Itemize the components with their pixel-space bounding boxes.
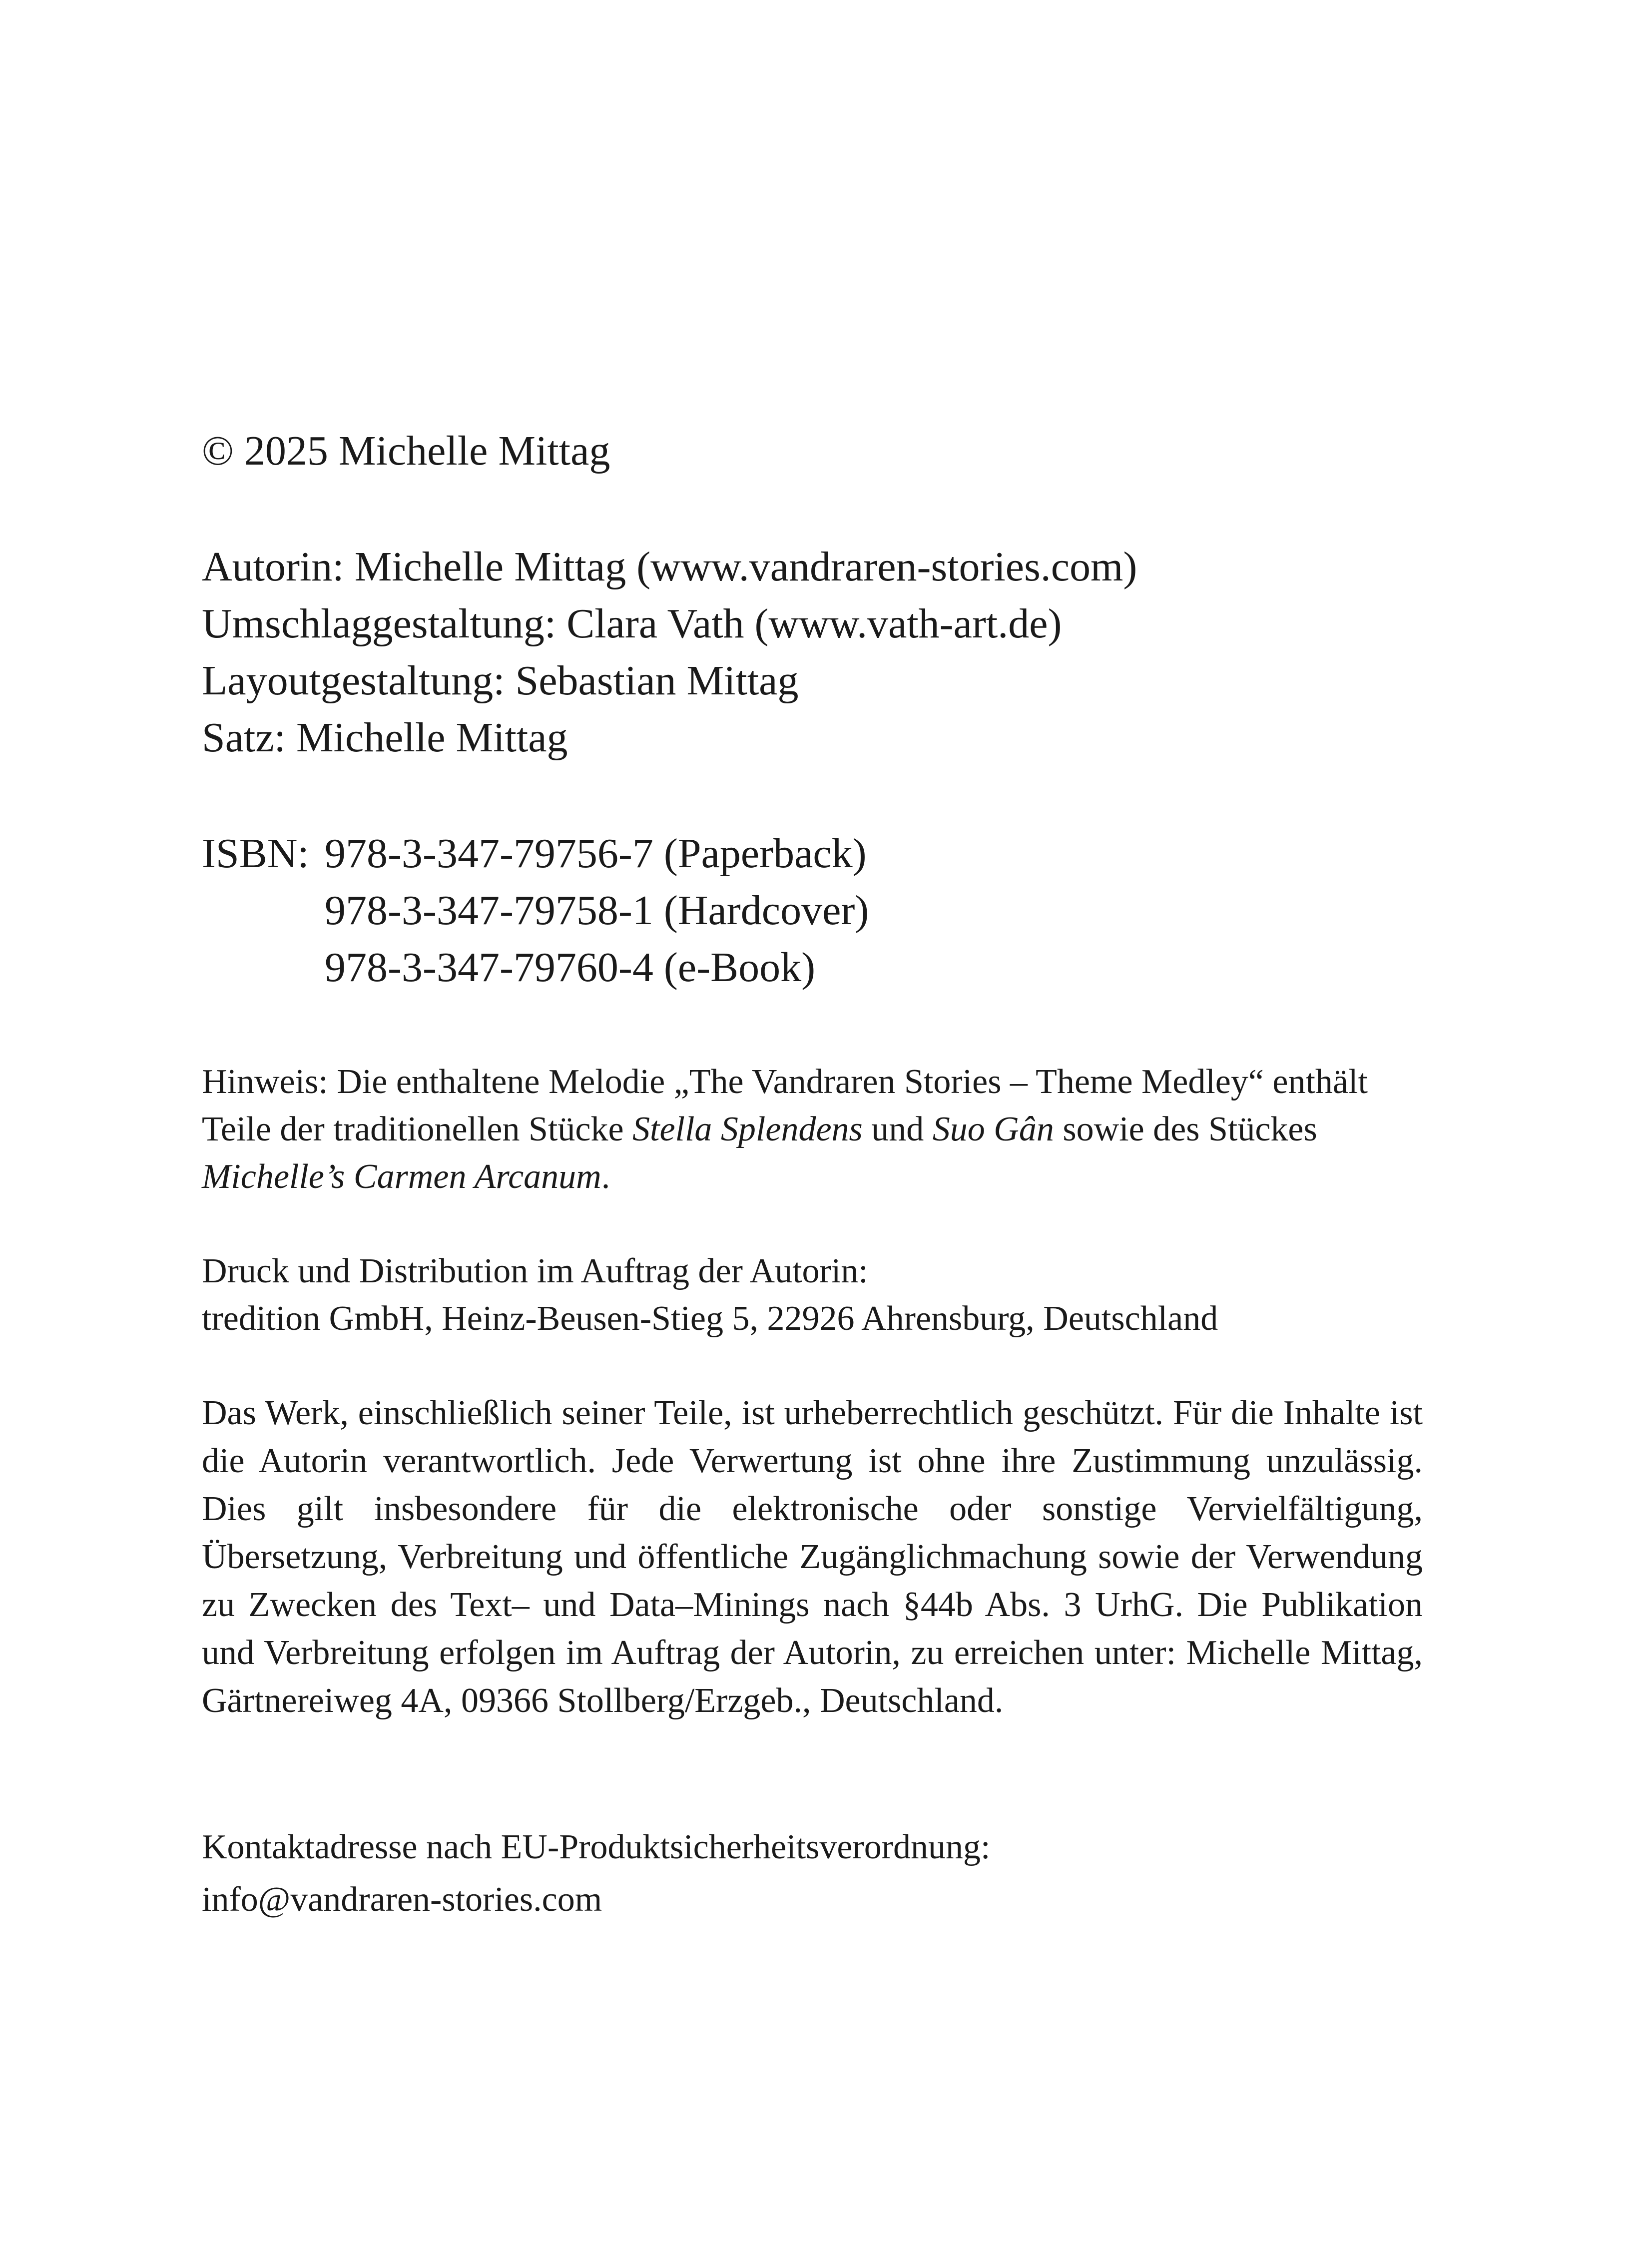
isbn-hardcover: 978-3-347-79758-1 (Hardcover)	[325, 887, 869, 934]
melody-notice-text-3: sowie des Stückes	[1054, 1110, 1317, 1148]
credit-cover-design: Umschlaggestaltung: Clara Vath (www.vath-art.de)	[202, 600, 1062, 647]
contact-label: Kontaktadresse nach EU-Produktsicherheitsverordnung:	[202, 1828, 991, 1866]
melody-title-carmen-arcanum: Michelle’s Carmen Arcanum	[202, 1157, 601, 1196]
melody-notice-text-4: .	[601, 1157, 610, 1196]
melody-title-suo-gan: Suo Gân	[932, 1110, 1054, 1148]
legal-text: Das Werk, einschließlich seiner Teile, ist urheberrechtlich geschützt. Für die Inhalte ist die Autorin verantwortlich. Jede Verwertung ist ohne ihre Zustimmung unzulässig. Dies gilt insbesondere für die elektronische oder sonstige Vervielfältigung, Übersetzung, Verbreitung und öffentliche Zugänglichmachung sowie der Verwendung zu Zwecken des Text– und Data–Minings nach §44b Abs. 3 UrhG. Die Publikation und Verbreitung erfolgen im Auftrag der Autorin, zu erreichen unter: Michelle Mittag, Gärtnereiweg 4A, 09366 Stollberg/Erzgeb., Deutschland.	[202, 1394, 1423, 1720]
print-distribution-label: Druck und Distribution im Auftrag der Autorin:	[202, 1252, 868, 1290]
credit-author: Autorin: Michelle Mittag (www.vandraren-stories.com)	[202, 544, 1137, 590]
isbn-ebook: 978-3-347-79760-4 (e-Book)	[325, 944, 816, 991]
isbn-row-ebook	[202, 939, 869, 996]
publisher-address: tredition GmbH, Heinz-Beusen-Stieg 5, 22926 Ahrensburg, Deutschland	[202, 1299, 1218, 1338]
credits-block	[202, 539, 1137, 766]
copyright-text: © 2025 Michelle Mittag	[202, 428, 610, 474]
credit-typesetting: Satz: Michelle Mittag	[202, 714, 568, 761]
isbn-label: ISBN:	[202, 830, 309, 877]
copyright-line	[202, 423, 610, 480]
melody-notice-text-2: und	[862, 1110, 933, 1148]
contact-block	[202, 1823, 990, 1923]
contact-email: info@vandraren-stories.com	[202, 1880, 602, 1919]
print-distribution-block	[202, 1247, 1218, 1342]
melody-notice	[202, 1058, 1441, 1200]
isbn-paperback: 978-3-347-79756-7 (Paperback)	[325, 830, 867, 877]
credit-layout: Layoutgestaltung: Sebastian Mittag	[202, 657, 799, 704]
melody-notice-text-1: Hinweis: Die enthaltene Melodie „The Vandraren Stories – Theme Medley“ enthält Teile der traditionellen Stücke	[202, 1063, 1368, 1148]
copyright-legal-notice	[202, 1389, 1423, 1725]
isbn-block	[202, 825, 869, 996]
melody-title-stella-splendens: Stella Splendens	[632, 1110, 863, 1148]
isbn-row-paperback	[202, 825, 869, 882]
isbn-row-hardcover	[202, 882, 869, 939]
